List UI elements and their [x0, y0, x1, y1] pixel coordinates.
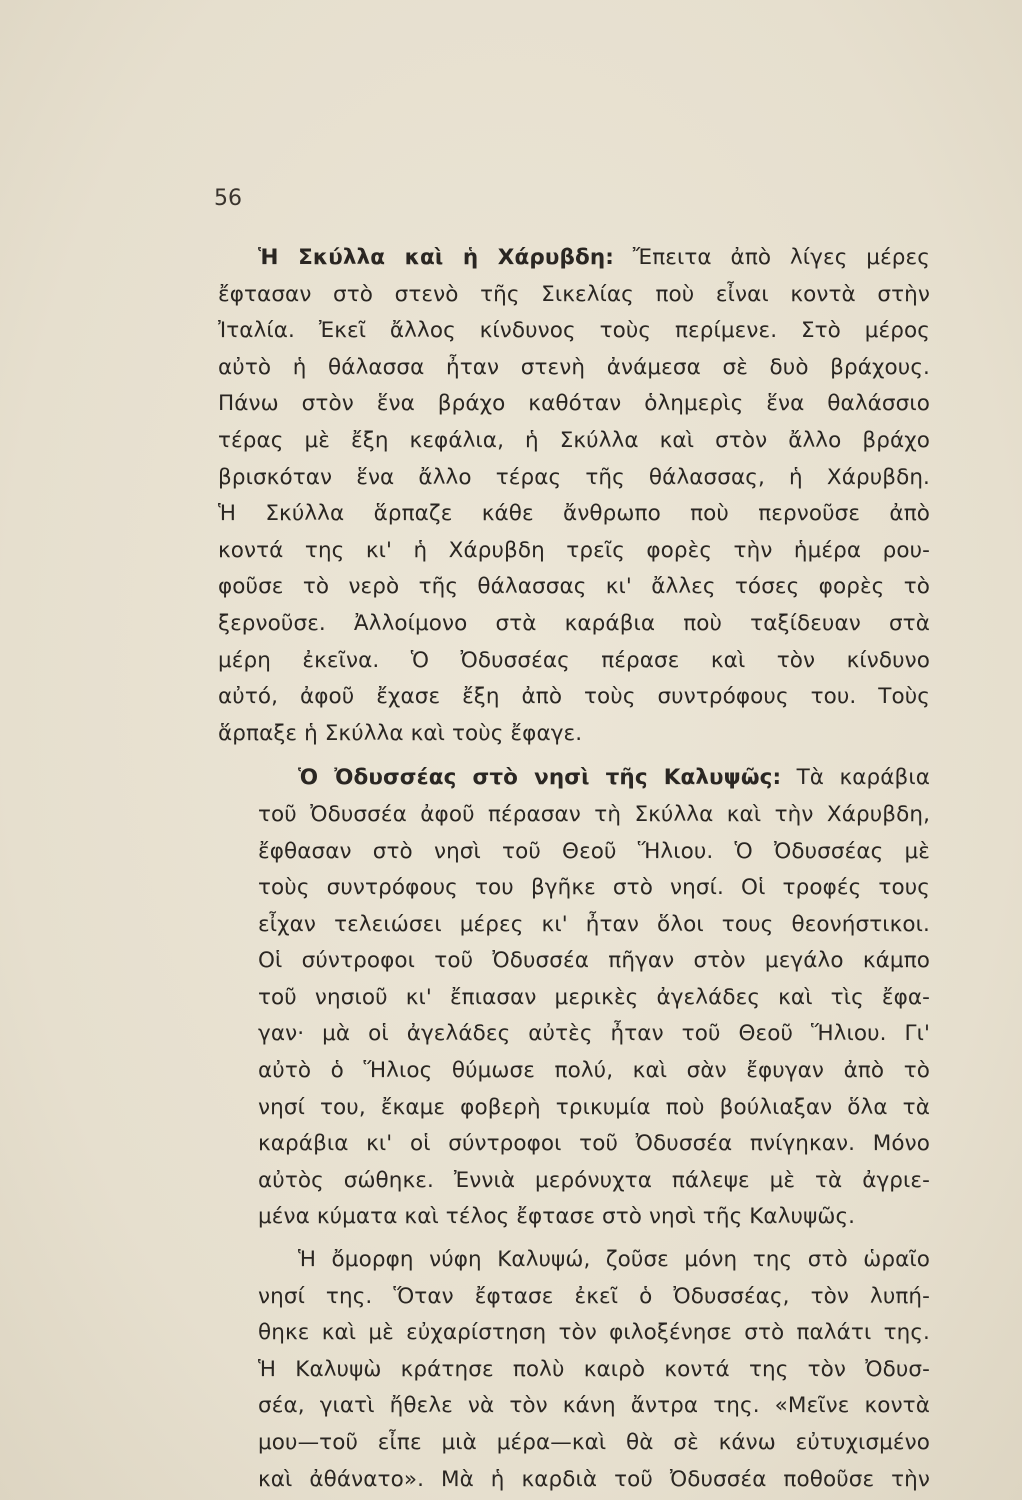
- text-line: μένα κύματα καὶ τέλος ἔφτασε στὸ νησὶ τῆς Καλυψῶς.: [258, 1204, 856, 1230]
- text-line: μέρη ἐκεῖνα. Ὁ Ὀδυσσέας πέρασε καὶ τὸν κίνδυνο: [218, 647, 930, 673]
- paragraph-calypso-island: [218, 760, 930, 1236]
- text-line: Ἡ ὄμορφη νύφη Καλυψώ, ζοῦσε μόνη της στὸ ὡραῖο: [298, 1247, 930, 1273]
- text-line: νησί της. Ὅταν ἔφτασε ἐκεῖ ὁ Ὀδυσσέας, τὸν λυπή-: [258, 1283, 930, 1309]
- text-line: τοὺς συντρόφους του βγῆκε στὸ νησί. Οἱ τροφές τους: [258, 875, 930, 901]
- text-line: μου—τοῦ εἶπε μιὰ μέρα—καὶ θὰ σὲ κάνω εὐτυχισμένο: [258, 1430, 930, 1455]
- text-line: ἔφτασαν στὸ στενὸ τῆς Σικελίας ποὺ εἶναι κοντὰ στὴν: [218, 281, 930, 307]
- text-line: σέα, γιατὶ ἤθελε νὰ τὸν κάνη ἄντρα της. «Μεῖνε κοντὰ: [258, 1393, 930, 1419]
- text-line: ἅρπαξε ἡ Σκύλλα καὶ τοὺς ἔφαγε.: [218, 720, 583, 746]
- text-line: ἔφθασαν στὸ νησὶ τοῦ Θεοῦ Ἥλιου. Ὁ Ὀδυσσέας μὲ: [258, 838, 930, 864]
- body-text: [218, 240, 930, 1498]
- text-line: νησί του, ἔκαμε φοβερὴ τρικυμία ποὺ βούλιαξαν ὅλα τὰ: [258, 1094, 930, 1120]
- page-number: 56: [214, 186, 242, 211]
- text-line: αὐτὸ ὁ Ἥλιος θύμωσε πολύ, καὶ σὰν ἔφυγαν ἀπὸ τὸ: [258, 1058, 930, 1084]
- section-heading: Ἡ Σκύλλα καὶ ἡ Χάρυβδη:: [258, 245, 614, 270]
- text-line: τοῦ Ὀδυσσέα ἀφοῦ πέρασαν τὴ Σκύλλα καὶ τὴν Χάρυβδη,: [258, 801, 930, 827]
- paragraph-calypso-nymph: [218, 1242, 930, 1498]
- text-line: Ἡ Σκύλλα ἅρπαζε κάθε ἄνθρωπο ποὺ περνοῦσε ἀπὸ: [218, 501, 930, 527]
- text-line: Ὁ Ὀδυσσέας στὸ νησὶ τῆς Καλυψῶς: Τὰ καράβια: [298, 765, 931, 791]
- text-line: Ἡ Καλυψὼ κράτησε πολὺ καιρὸ κοντά της τὸν Ὀδυσ-: [258, 1356, 930, 1382]
- text-line: τοῦ νησιοῦ κι' ἔπιασαν μερικὲς ἀγελάδες καὶ τὶς ἔφα-: [258, 984, 930, 1010]
- text-line: αὐτὸ ἡ θάλασσα ἦταν στενὴ ἀνάμεσα σὲ δυὸ βράχους.: [218, 354, 930, 380]
- text-line: φοῦσε τὸ νερὸ τῆς θάλασσας κι' ἄλλες τόσες φορὲς τὸ: [218, 574, 930, 600]
- paragraph-scylla-charybdis: [218, 240, 930, 752]
- text-line: θηκε καὶ μὲ εὐχαρίστηση τὸν φιλοξένησε στὸ παλάτι της.: [258, 1320, 930, 1346]
- text-line: Ἡ Σκύλλα καὶ ἡ Χάρυβδη: Ἔπειτα ἀπὸ λίγες μέρες: [258, 245, 930, 270]
- text-line: ξερνοῦσε. Ἀλλοίμονο στὰ καράβια ποὺ ταξίδευαν στὰ: [218, 610, 930, 636]
- text-line: αὐτό, ἀφοῦ ἔχασε ἔξη ἀπὸ τοὺς συντρόφους του. Τοὺς: [218, 684, 930, 710]
- text-line: καὶ ἀθάνατο». Μὰ ἡ καρδιὰ τοῦ Ὀδυσσέα ποθοῦσε τὴν: [258, 1466, 930, 1492]
- section-heading: Ὁ Ὀδυσσέας στὸ νησὶ τῆς Καλυψῶς:: [298, 765, 782, 791]
- text-line: Οἱ σύντροφοι τοῦ Ὀδυσσέα πῆγαν στὸν μεγάλο κάμπο: [258, 948, 930, 974]
- text-line: κοντά της κι' ἡ Χάρυβδη τρεῖς φορὲς τὴν ἡμέρα ρου-: [218, 537, 930, 563]
- text-line: εἶχαν τελειώσει μέρες κι' ἦταν ὅλοι τους θεονήστικοι.: [258, 911, 930, 937]
- text-line: Πάνω στὸν ἕνα βράχο καθόταν ὁλημερὶς ἕνα θαλάσσιο: [218, 391, 930, 417]
- text-line: βρισκόταν ἕνα ἄλλο τέρας τῆς θάλασσας, ἡ Χάρυβδη.: [218, 464, 930, 490]
- text-line: αὐτὸς σώθηκε. Ἐννιὰ μερόνυχτα πάλεψε μὲ τὰ ἀγριε-: [258, 1167, 930, 1193]
- text-line: τέρας μὲ ἔξη κεφάλια, ἡ Σκύλλα καὶ στὸν ἄλλο βράχο: [218, 427, 930, 453]
- text-line: γαν· μὰ οἱ ἀγελάδες αὐτὲς ἦταν τοῦ Θεοῦ Ἥλιου. Γι': [258, 1021, 930, 1047]
- text-line: καράβια κι' οἱ σύντροφοι τοῦ Ὀδυσσέα πνίγηκαν. Μόνο: [258, 1131, 930, 1157]
- text-line: Ἰταλία. Ἐκεῖ ἄλλος κίνδυνος τοὺς περίμενε. Στὸ μέρος: [218, 318, 930, 344]
